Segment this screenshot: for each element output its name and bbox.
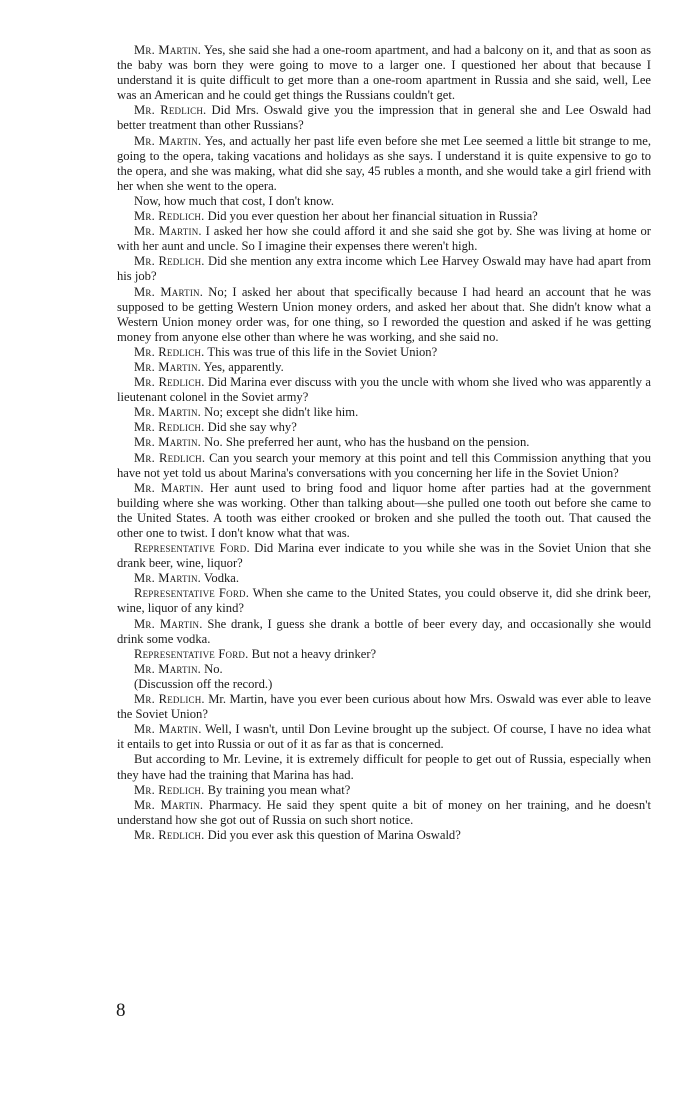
paragraph-text: Well, I wasn't, until Don Levine brought up the subject. Of course, I have no idea what it entails to get into Russia or out of it as far as that is concerned. bbox=[117, 722, 651, 752]
paragraph bbox=[117, 345, 651, 360]
paragraph bbox=[117, 285, 651, 345]
paragraph bbox=[117, 360, 651, 375]
speaker-name: Mr. Martin. bbox=[134, 284, 204, 299]
paragraph-text: Can you search your memory at this point and tell this Commission anything that you have not yet told us about Marina's conversations with you concerning her life in the Soviet Union? bbox=[117, 450, 651, 480]
paragraph-text: Her aunt used to bring food and liquor home after parties had at the government building where she was working. Other than talking about—she pulled one tooth out before she came to the United States. A tooth was either crooked or broken and she pulled the tooth out. That caused the other one to twist. I don't know what that was. bbox=[117, 480, 651, 540]
speaker-name: Mr. Redlich. bbox=[134, 692, 205, 707]
paragraph-text: She drank, I guess she drank a bottle of beer every day, and occasionally she would drink some vodka. bbox=[117, 616, 652, 646]
speaker-name: Mr. Martin. bbox=[134, 480, 204, 495]
speaker-name: Mr. Martin. bbox=[134, 722, 202, 737]
speaker-name: Representative Ford. bbox=[134, 541, 250, 556]
speaker-name: Mr. Redlich. bbox=[134, 209, 205, 224]
paragraph bbox=[117, 647, 651, 662]
paragraph-text: Did she say why? bbox=[204, 420, 297, 435]
paragraph bbox=[117, 481, 651, 541]
paragraph-text: Did Marina ever discuss with you the uncle with whom she lived who was apparently a lieutenant colonel in the Soviet army? bbox=[117, 375, 651, 405]
speaker-name: Mr. Redlich. bbox=[134, 103, 207, 118]
paragraph-text: No; except she didn't like him. bbox=[201, 405, 359, 420]
speaker-name: Mr. Martin. bbox=[134, 616, 203, 631]
paragraph bbox=[117, 828, 651, 843]
paragraph bbox=[117, 662, 651, 677]
paragraph-text: Yes, apparently. bbox=[201, 359, 284, 374]
paragraph bbox=[117, 420, 651, 435]
speaker-name: Mr. Martin. bbox=[134, 43, 202, 57]
paragraph bbox=[117, 783, 651, 798]
paragraph bbox=[117, 692, 651, 722]
paragraph-text: Pharmacy. He said they spent quite a bit of money on her training, and he doesn't understand how she got out of Russia on such short notice. bbox=[117, 797, 651, 827]
paragraph bbox=[117, 194, 651, 209]
paragraph-text: By training you mean what? bbox=[204, 782, 351, 797]
paragraph-text: Yes, she said she had a one-room apartment, and had a balcony on it, and that as soon as the baby was born they were going to move to a larger one. I questioned her about that because I understand it is quite difficult to get more than a one-room apartment in Russia and she said, well, Lee was an American and he could get things the Russians couldn't get. bbox=[117, 43, 652, 103]
paragraph-text: Yes, and actually her past life even before she met Lee seemed a little bit strange to me, going to the opera, taking vacations and holidays as she says. I understand it is quite expensive to go to the opera, and she was making, what did she say, 45 rubles a month, and she would take a girl friend with her when she went to the opera. bbox=[117, 133, 651, 193]
speaker-name: Mr. Martin. bbox=[134, 661, 201, 676]
speaker-name: Mr. Martin. bbox=[134, 797, 204, 812]
paragraph bbox=[117, 571, 651, 586]
paragraph-text: Did you ever ask this question of Marina Oswald? bbox=[204, 827, 461, 842]
page-number: 8 bbox=[116, 1000, 126, 1021]
speaker-name: Mr. Redlich. bbox=[134, 827, 205, 842]
paragraph-text: But not a heavy drinker? bbox=[248, 646, 377, 661]
paragraph-text: Now, how much that cost, I don't know. bbox=[134, 193, 335, 208]
paragraph bbox=[117, 451, 651, 481]
paragraph-text: No; I asked her about that specifically because I had heard an account that he was supposed to be getting Western Union money orders, and asked her about that. She didn't know what a Western Union money order was, for one thing, so I reworded the question and asked if he was getting money from anyone else other than where he was working, and she said no. bbox=[117, 284, 651, 344]
paragraph bbox=[117, 43, 651, 103]
speaker-name: Mr. Redlich. bbox=[134, 782, 205, 797]
paragraph-text: But according to Mr. Levine, it is extremely difficult for people to get out of Russia, especially when they have had the training that Marina has had. bbox=[117, 752, 651, 782]
paragraph bbox=[117, 798, 651, 828]
paragraph-text: No. bbox=[201, 661, 223, 676]
speaker-name: Mr. Redlich. bbox=[134, 420, 205, 435]
paragraph bbox=[117, 134, 651, 194]
speaker-name: Mr. Martin. bbox=[134, 133, 202, 148]
speaker-name: Mr. Martin. bbox=[134, 224, 202, 239]
speaker-name: Representative Ford. bbox=[134, 646, 249, 661]
paragraph-text: I asked her how she could afford it and she said she got by. She was living at home or with her aunt and uncle. So I imagine their expenses there weren't high. bbox=[117, 224, 651, 254]
paragraph-text: No. She preferred her aunt, who has the husband on the pension. bbox=[201, 435, 530, 450]
speaker-name: Mr. Martin. bbox=[134, 405, 201, 420]
paragraph bbox=[117, 405, 651, 420]
paragraph bbox=[117, 677, 651, 692]
paragraph bbox=[117, 435, 651, 450]
paragraph-text: (Discussion off the record.) bbox=[134, 676, 273, 691]
speaker-name: Mr. Redlich. bbox=[134, 450, 206, 465]
speaker-name: Representative Ford. bbox=[134, 586, 250, 601]
paragraph bbox=[117, 541, 651, 571]
paragraph bbox=[117, 224, 651, 254]
paragraph bbox=[117, 209, 651, 224]
paragraph bbox=[117, 617, 651, 647]
speaker-name: Mr. Redlich. bbox=[134, 254, 205, 269]
speaker-name: Mr. Redlich. bbox=[134, 375, 205, 390]
paragraph-text: This was true of this life in the Soviet Union? bbox=[204, 344, 438, 359]
paragraph-text: Did you ever question her about her financial situation in Russia? bbox=[204, 209, 538, 224]
paragraph-text: Vodka. bbox=[201, 571, 240, 586]
paragraph bbox=[117, 722, 651, 752]
paragraph bbox=[117, 752, 651, 782]
paragraph bbox=[117, 103, 651, 133]
transcript-page bbox=[117, 43, 651, 843]
speaker-name: Mr. Martin. bbox=[134, 571, 201, 586]
paragraph-text: Did Marina ever indicate to you while she was in the Soviet Union that she drank beer, wine, liquor? bbox=[117, 541, 652, 571]
speaker-name: Mr. Martin. bbox=[134, 359, 201, 374]
paragraph-text: Did Mrs. Oswald give you the impression that in general she and Lee Oswald had better treatment than other Russians? bbox=[117, 103, 651, 133]
speaker-name: Mr. Redlich. bbox=[134, 344, 205, 359]
paragraph bbox=[117, 254, 651, 284]
paragraph-text: When she came to the United States, you could observe it, did she drink beer, wine, liquor of any kind? bbox=[117, 586, 651, 616]
speaker-name: Mr. Martin. bbox=[134, 435, 201, 450]
paragraph-text: Did she mention any extra income which Lee Harvey Oswald may have had apart from his job? bbox=[117, 254, 651, 284]
paragraph-text: Mr. Martin, have you ever been curious about how Mrs. Oswald was ever able to leave the Soviet Union? bbox=[117, 692, 651, 722]
paragraph bbox=[117, 586, 651, 616]
paragraph bbox=[117, 375, 651, 405]
